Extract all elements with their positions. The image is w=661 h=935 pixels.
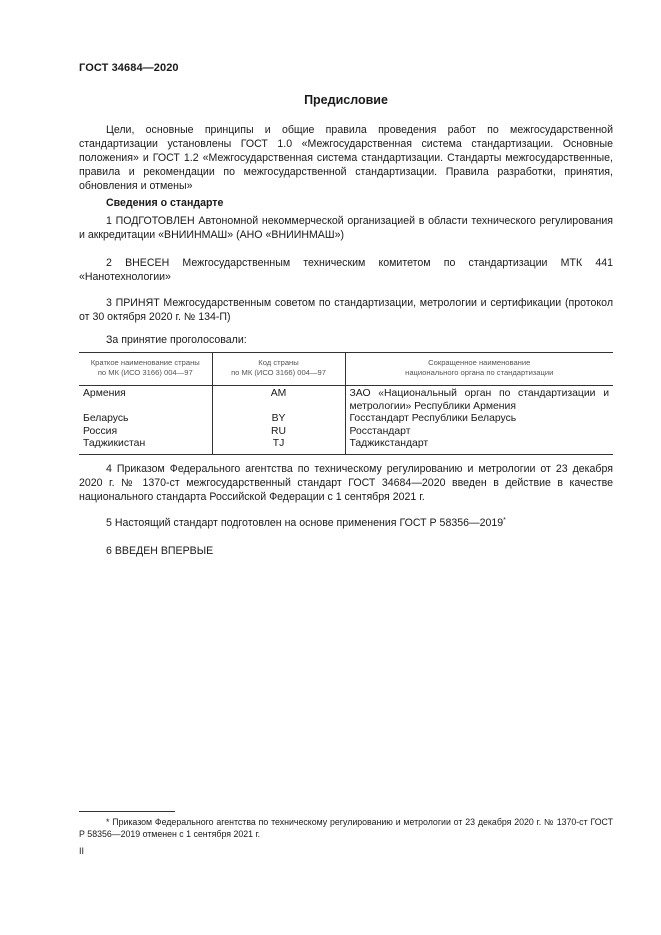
section-heading: Сведения о стандарте [106,197,224,209]
table-header-row [79,353,613,386]
table-row [79,386,613,414]
item-5-text: 5 Настоящий стандарт подготовлен на основе применения ГОСТ Р 58356—2019 [106,517,504,529]
org-cell: Таджикстандарт [345,438,613,454]
page-title: Предисловие [304,93,388,107]
header-country-line2: по МК (ИСО 3166) 004—97 [97,368,193,377]
org-cell: ЗАО «Национальный орган по стандартизации и метрологии» Республики Армения [345,386,613,414]
org-cell: Госстандарт Республики Беларусь [345,413,613,426]
country-cell: Беларусь [83,413,129,424]
intro-paragraph: Цели, основные принципы и общие правила проведения работ по межгосударственной стандартизации установлены ГОСТ 1.0 «Межгосударственная система стандартизации. Основные положения» и ГОСТ 1.2 «Межгосударственная система стандартизации. Стандарты межгосударственные, правила и рекомендации по межгосударственной стандартизации. Правила разработки, принятия, обновления и отмены» [79,124,613,192]
country-cell: Армения [83,388,126,399]
code-cell: RU [212,426,345,439]
header-org-line2: национального органа по стандартизации [405,368,554,377]
org-cell: Росстандарт [345,426,613,439]
item-5-paragraph [79,516,613,530]
code-cell: AM [212,386,345,414]
footnote-text: * Приказом Федерального агентства по техническому регулированию и метрологии от 23 декабря 2020 г. № 1370-ст ГОСТ Р 58356—2019 отменен с 1 сентября 2021 г. [79,817,613,839]
header-country-line1: Краткое наименование страны [90,358,200,367]
footnote-marker: * [503,517,506,524]
code-cell: BY [212,413,345,426]
item-6-paragraph: 6 ВВЕДЕН ВПЕРВЫЕ [106,545,214,557]
header-code-line2: по МК (ИСО 3166) 004—97 [231,368,326,377]
votes-label: За принятие проголосовали: [106,334,247,346]
header-country [79,353,212,386]
item-2-paragraph: 2 ВНЕСЕН Межгосударственным техническим комитетом по стандартизации МТК 441 «Нанотехнологии» [79,257,613,283]
votes-table [79,352,613,455]
country-cell: Таджикистан [79,438,212,454]
header-org [345,353,613,386]
table-row [79,413,613,426]
table-row [79,426,613,439]
page-number: II [79,846,85,856]
header-code-line1: Код страны [258,358,299,367]
item-3-paragraph: 3 ПРИНЯТ Межгосударственным советом по стандартизации, метрологии и сертификации (протокол от 30 октября 2020 г. № 134-П) [79,297,613,323]
table-row [79,438,613,454]
footnote-divider [79,811,175,812]
item-4-paragraph: 4 Приказом Федерального агентства по техническому регулированию и метрологии от 23 декабря 2020 г. № 1370-ст межгосударственный стандарт ГОСТ 34684—2020 введен в действие в качестве национального стандарта Российской Федерации с 1 сентября 2021 г. [79,463,613,503]
header-code [212,353,345,386]
header-org-line1: Сокращенное наименование [428,358,531,367]
code-cell: TJ [212,438,345,454]
item-1-paragraph: 1 ПОДГОТОВЛЕН Автономной некоммерческой организацией в области технического регулирования и аккредитации «ВНИИНМАШ» (АНО «ВНИИНМАШ») [79,215,613,241]
standard-header: ГОСТ 34684—2020 [79,62,179,74]
country-cell: Россия [83,425,118,437]
